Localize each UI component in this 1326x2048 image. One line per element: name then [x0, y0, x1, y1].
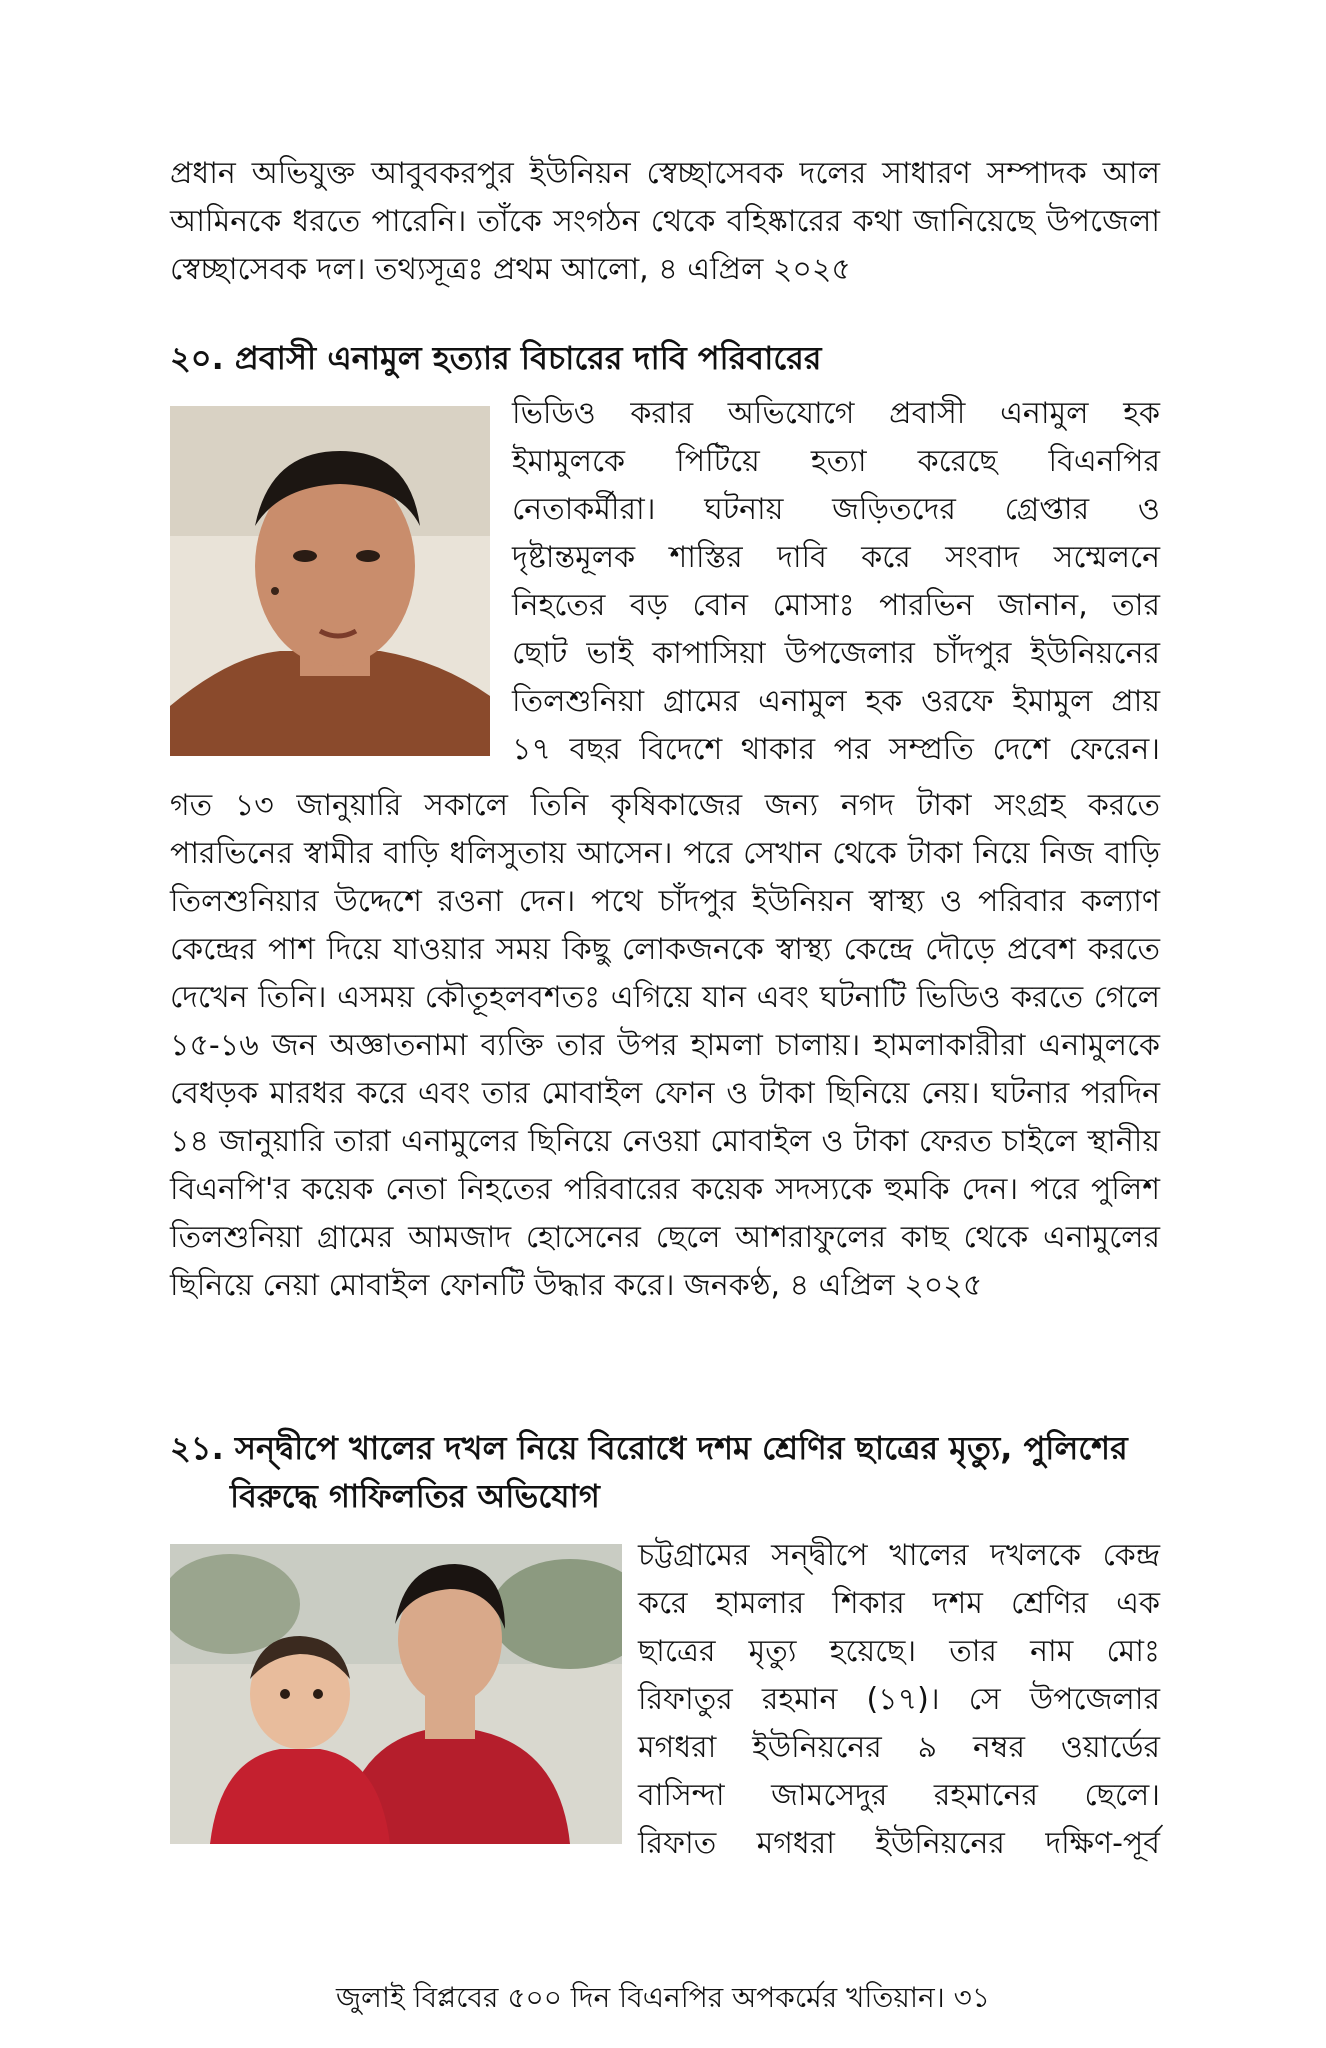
wrap-line: বাসিন্দা জামসেদুর রহমানের ছেলে। [638, 1778, 1160, 1813]
section-21-wrap-text [638, 1532, 1160, 1868]
wrap-line: ভিডিও করার অভিযোগে প্রবাসী এনামুল হক [512, 396, 1160, 431]
wrap-line: চট্টগ্রামের সন্দ্বীপে খালের দখলকে কেন্দ্র [638, 1538, 1160, 1573]
page-footer: জুলাই বিপ্লবের ৫০০ দিন বিএনপির অপকর্মের খতিয়ান। ৩১ [335, 1981, 991, 2014]
section-20-heading: ২০. প্রবাসী এনামুল হত্যার বিচারের দাবি পরিবারের [170, 339, 822, 377]
wrap-line: নিহতের বড় বোন মোসাঃ পারভিন জানান, তার [512, 588, 1160, 623]
wrap-line: করে হামলার শিকার দশম শ্রেণির এক [638, 1586, 1160, 1621]
wrap-line: দৃষ্টান্তমূলক শাস্তির দাবি করে সংবাদ সম্মেলনে [512, 540, 1160, 575]
section-21-heading-line: বিরুদ্ধে গাফিলতির অভিযোগ [230, 1477, 600, 1515]
wrap-line: নেতাকর্মীরা। ঘটনায় জড়িতদের গ্রেপ্তার ও [512, 492, 1160, 527]
wrap-line: মগধরা ইউনিয়নের ৯ নম্বর ওয়ার্ডের [638, 1730, 1160, 1765]
wrap-line: তিলশুনিয়া গ্রামের এনামুল হক ওরফে ইমামুল প্রায় [512, 684, 1160, 719]
wrap-line: ১৭ বছর বিদেশে থাকার পর সম্প্রতি দেশে ফেরেন। [512, 732, 1160, 767]
enamul-photo [170, 406, 490, 756]
section-20-wrap-text [512, 390, 1160, 774]
wrap-line: ছোট ভাই কাপাসিয়া উপজেলার চাঁদপুর ইউনিয়নের [512, 636, 1160, 671]
section-21-heading-line: ২১. সন্দ্বীপে খালের দখল নিয়ে বিরোধে দশম শ্রেণির ছাত্রের মৃত্যু, পুলিশের [170, 1429, 1128, 1467]
wrap-line: রিফাত মগধরা ইউনিয়নের দক্ষিণ-পূর্ব [638, 1826, 1160, 1861]
wrap-line: ছাত্রের মৃত্যু হয়েছে। তার নাম মোঃ [638, 1634, 1160, 1669]
section-20-body: গত ১৩ জানুয়ারি সকালে তিনি কৃষিকাজের জন্য নগদ টাকা সংগ্রহ করতে পারভিনের স্বামীর বাড়ি ধলিসুতায় আসেন। পরে সেখান থেকে টাকা নিয়ে নিজ বাড়ি তিলশুনিয়ার উদ্দেশে রওনা দেন। পথে চাঁদপুর ইউনিয়ন স্বাস্থ্য ও পরিবার কল্যাণ কেন্দ্রের পাশ দিয়ে যাওয়ার সময় কিছু লোকজনকে স্বাস্থ্য কেন্দ্রে দৌড়ে প্রবেশ করতে দেখেন তিনি। এসময় কৌতূহলবশতঃ এগিয়ে যান এবং ঘটনাটি ভিডিও করতে গেলে ১৫-১৬ জন অজ্ঞাতনামা ব্যক্তি তার উপর হামলা চালায়। হামলাকারীরা এনামুলকে বেধড়ক মারধর করে এবং তার মোবাইল ফোন ও টাকা ছিনিয়ে নেয়। ঘটনার পরদিন ১৪ জানুয়ারি তারা এনামুলের ছিনিয়ে নেওয়া মোবাইল ও টাকা ফেরত চাইলে স্থানীয় বিএনপি'র কয়েক নেতা নিহতের পরিবারের কয়েক সদস্যকে হুমকি দেন। পরে পুলিশ তিলশুনিয়া গ্রামের আমজাদ হোসেনের ছেলে আশরাফুলের কাছ থেকে এনামুলের ছিনিয়ে নেয়া মোবাইল ফোনটি উদ্ধার করে। জনকণ্ঠ, ৪ এপ্রিল ২০২৫ [170, 788, 1160, 1303]
section-21-heading [170, 1424, 1170, 1520]
wrap-line: রিফাতুর রহমান (১৭)। সে উপজেলার [638, 1682, 1160, 1717]
wrap-line: ইমামুলকে পিটিয়ে হত্যা করেছে বিএনপির [512, 444, 1160, 479]
intro-paragraph: প্রধান অভিযুক্ত আবুবকরপুর ইউনিয়ন স্বেচ্ছাসেবক দলের সাধারণ সম্পাদক আল আমিনকে ধরতে পারেনি। তাঁকে সংগঠন থেকে বহিষ্কারের কথা জানিয়েছে উপজেলা স্বেচ্ছাসেবক দল। তথ্যসূত্রঃ প্রথম আলো, ৪ এপ্রিল ২০২৫ [170, 156, 1160, 287]
rifat-photo [170, 1544, 622, 1844]
